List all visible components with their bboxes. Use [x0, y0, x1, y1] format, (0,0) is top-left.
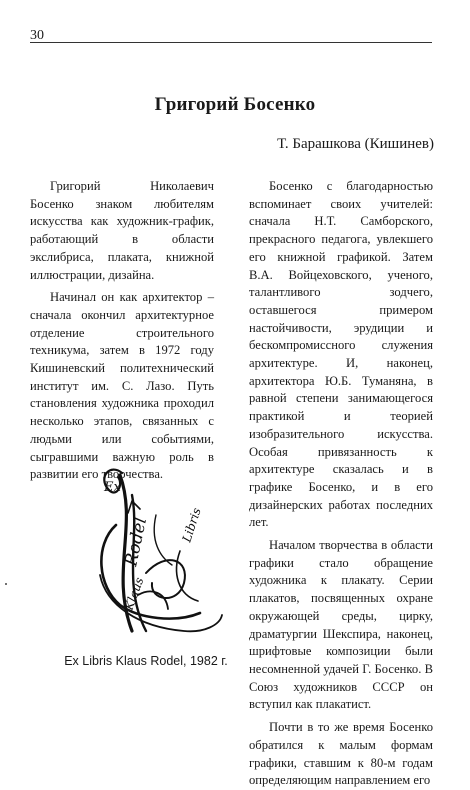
exlibris-name-text: Rodel — [121, 515, 152, 569]
article-title: Григорий Босенко — [154, 94, 316, 115]
margin-mark — [5, 583, 7, 585]
header-rule — [30, 42, 432, 43]
paragraph: Началом творчества в области графики стало обращение художника к плакату. Серии плакатов, посвященных охране окружающей среды, цирку, драматургии Шекспира, наконец, шрифтовые композиции были несомненной удачей Г. Босенко. В Союз художников СССР он вступил как плакатист. — [249, 538, 433, 712]
exlibris-klaus-text: Klaus — [121, 575, 147, 613]
page-number: 30 — [30, 28, 44, 43]
left-column — [30, 178, 214, 484]
paragraph: Почти в то же время Босенко обратился к малым формам графики, ставшим к 80-м годам определяющим направлением его — [249, 720, 433, 788]
paragraph: Григорий Николаевич Босенко знаком любителям искусства как художник-график, работающий в области экслибриса, плаката, книжной иллюстрации, дизайна. — [30, 179, 214, 282]
exlibris-artwork — [80, 455, 225, 640]
right-column — [249, 178, 433, 790]
paragraph: Начинал он как архитектор – сначала окончил архитектурное отделение строительного техникума, затем в 1972 году Кишиневский политехнический институт им. С. Лазо. Путь становления художника проходил несколько этапов, связанных с людьми или событиями, сыгравшими важную роль в развитии его творчества. — [30, 290, 214, 482]
article-author: Т. Барашкова (Кишинев) — [277, 136, 434, 152]
figure-caption: Ex Libris Klaus Rodel, 1982 г. — [64, 654, 228, 668]
exlibris-libris-text: Libris — [179, 506, 204, 544]
paragraph: Босенко с благодарностью вспоминает своих учителей: сначала Н.Т. Самборского, прекрасного педагога, увлекшего его книжной графикой. Затем В.А. Войцеховского, ученого, талантливого зодчего, оставшегося примером настойчивости, эрудиции и бескомпромиссного служения архитектуре. И, наконец, архитектора Ю.Б. Туманяна, в равной степени занимающегося практикой и теорией изобразительного искусства. Особая привязанность к архитектуре сказалась и в графике Босенко, и в его дизайнерских работах последних лет. — [249, 179, 433, 530]
exlibris-ex-text: Ex — [104, 480, 121, 495]
